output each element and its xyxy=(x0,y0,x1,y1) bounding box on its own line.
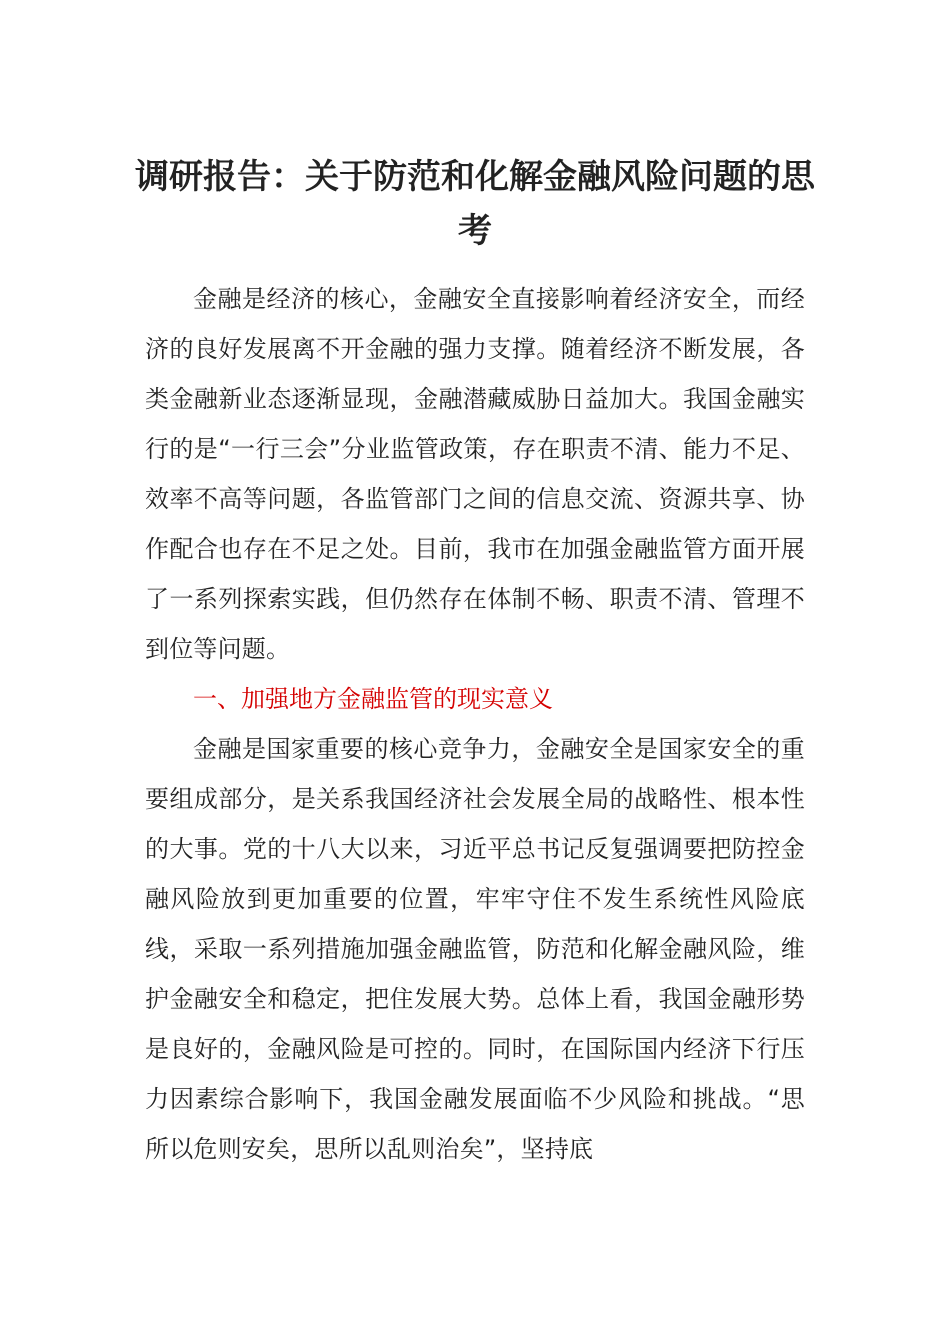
document-title: 调研报告：关于防范和化解金融风险问题的思考 xyxy=(135,157,815,251)
paragraph-section-1: 金融是国家重要的核心竞争力，金融安全是国家安全的重要组成部分，是关系我国经济社会发展全局的战略性、根本性的大事。党的十八大以来，习近平总书记反复强调要把防控金融风险放到更加重要的位置，牢牢守住不发生系统性风险底线，采取一系列措施加强金融监管，防范和化解金融风险，维护金融安全和稳定，把住发展大势。总体上看，我国金融形势是良好的，金融风险是可控的。同时，在国际国内经济下行压力因素综合影响下，我国金融发展面临不少风险和挑战。“思所以危则安矣，思所以乱则治矣”，坚持底 xyxy=(145,735,805,1163)
paragraph-intro: 金融是经济的核心，金融安全直接影响着经济安全，而经济的良好发展离不开金融的强力支撑。随着经济不断发展，各类金融新业态逐渐显现，金融潜藏威胁日益加大。我国金融实行的是“一行三会”分业监管政策，存在职责不清、能力不足、效率不高等问题，各监管部门之间的信息交流、资源共享、协作配合也存在不足之处。目前，我市在加强金融监管方面开展了一系列探索实践，但仍然存在体制不畅、职责不清、管理不到位等问题。 xyxy=(145,285,805,663)
section-heading: 一、加强地方金融监管的现实意义 xyxy=(193,685,553,713)
